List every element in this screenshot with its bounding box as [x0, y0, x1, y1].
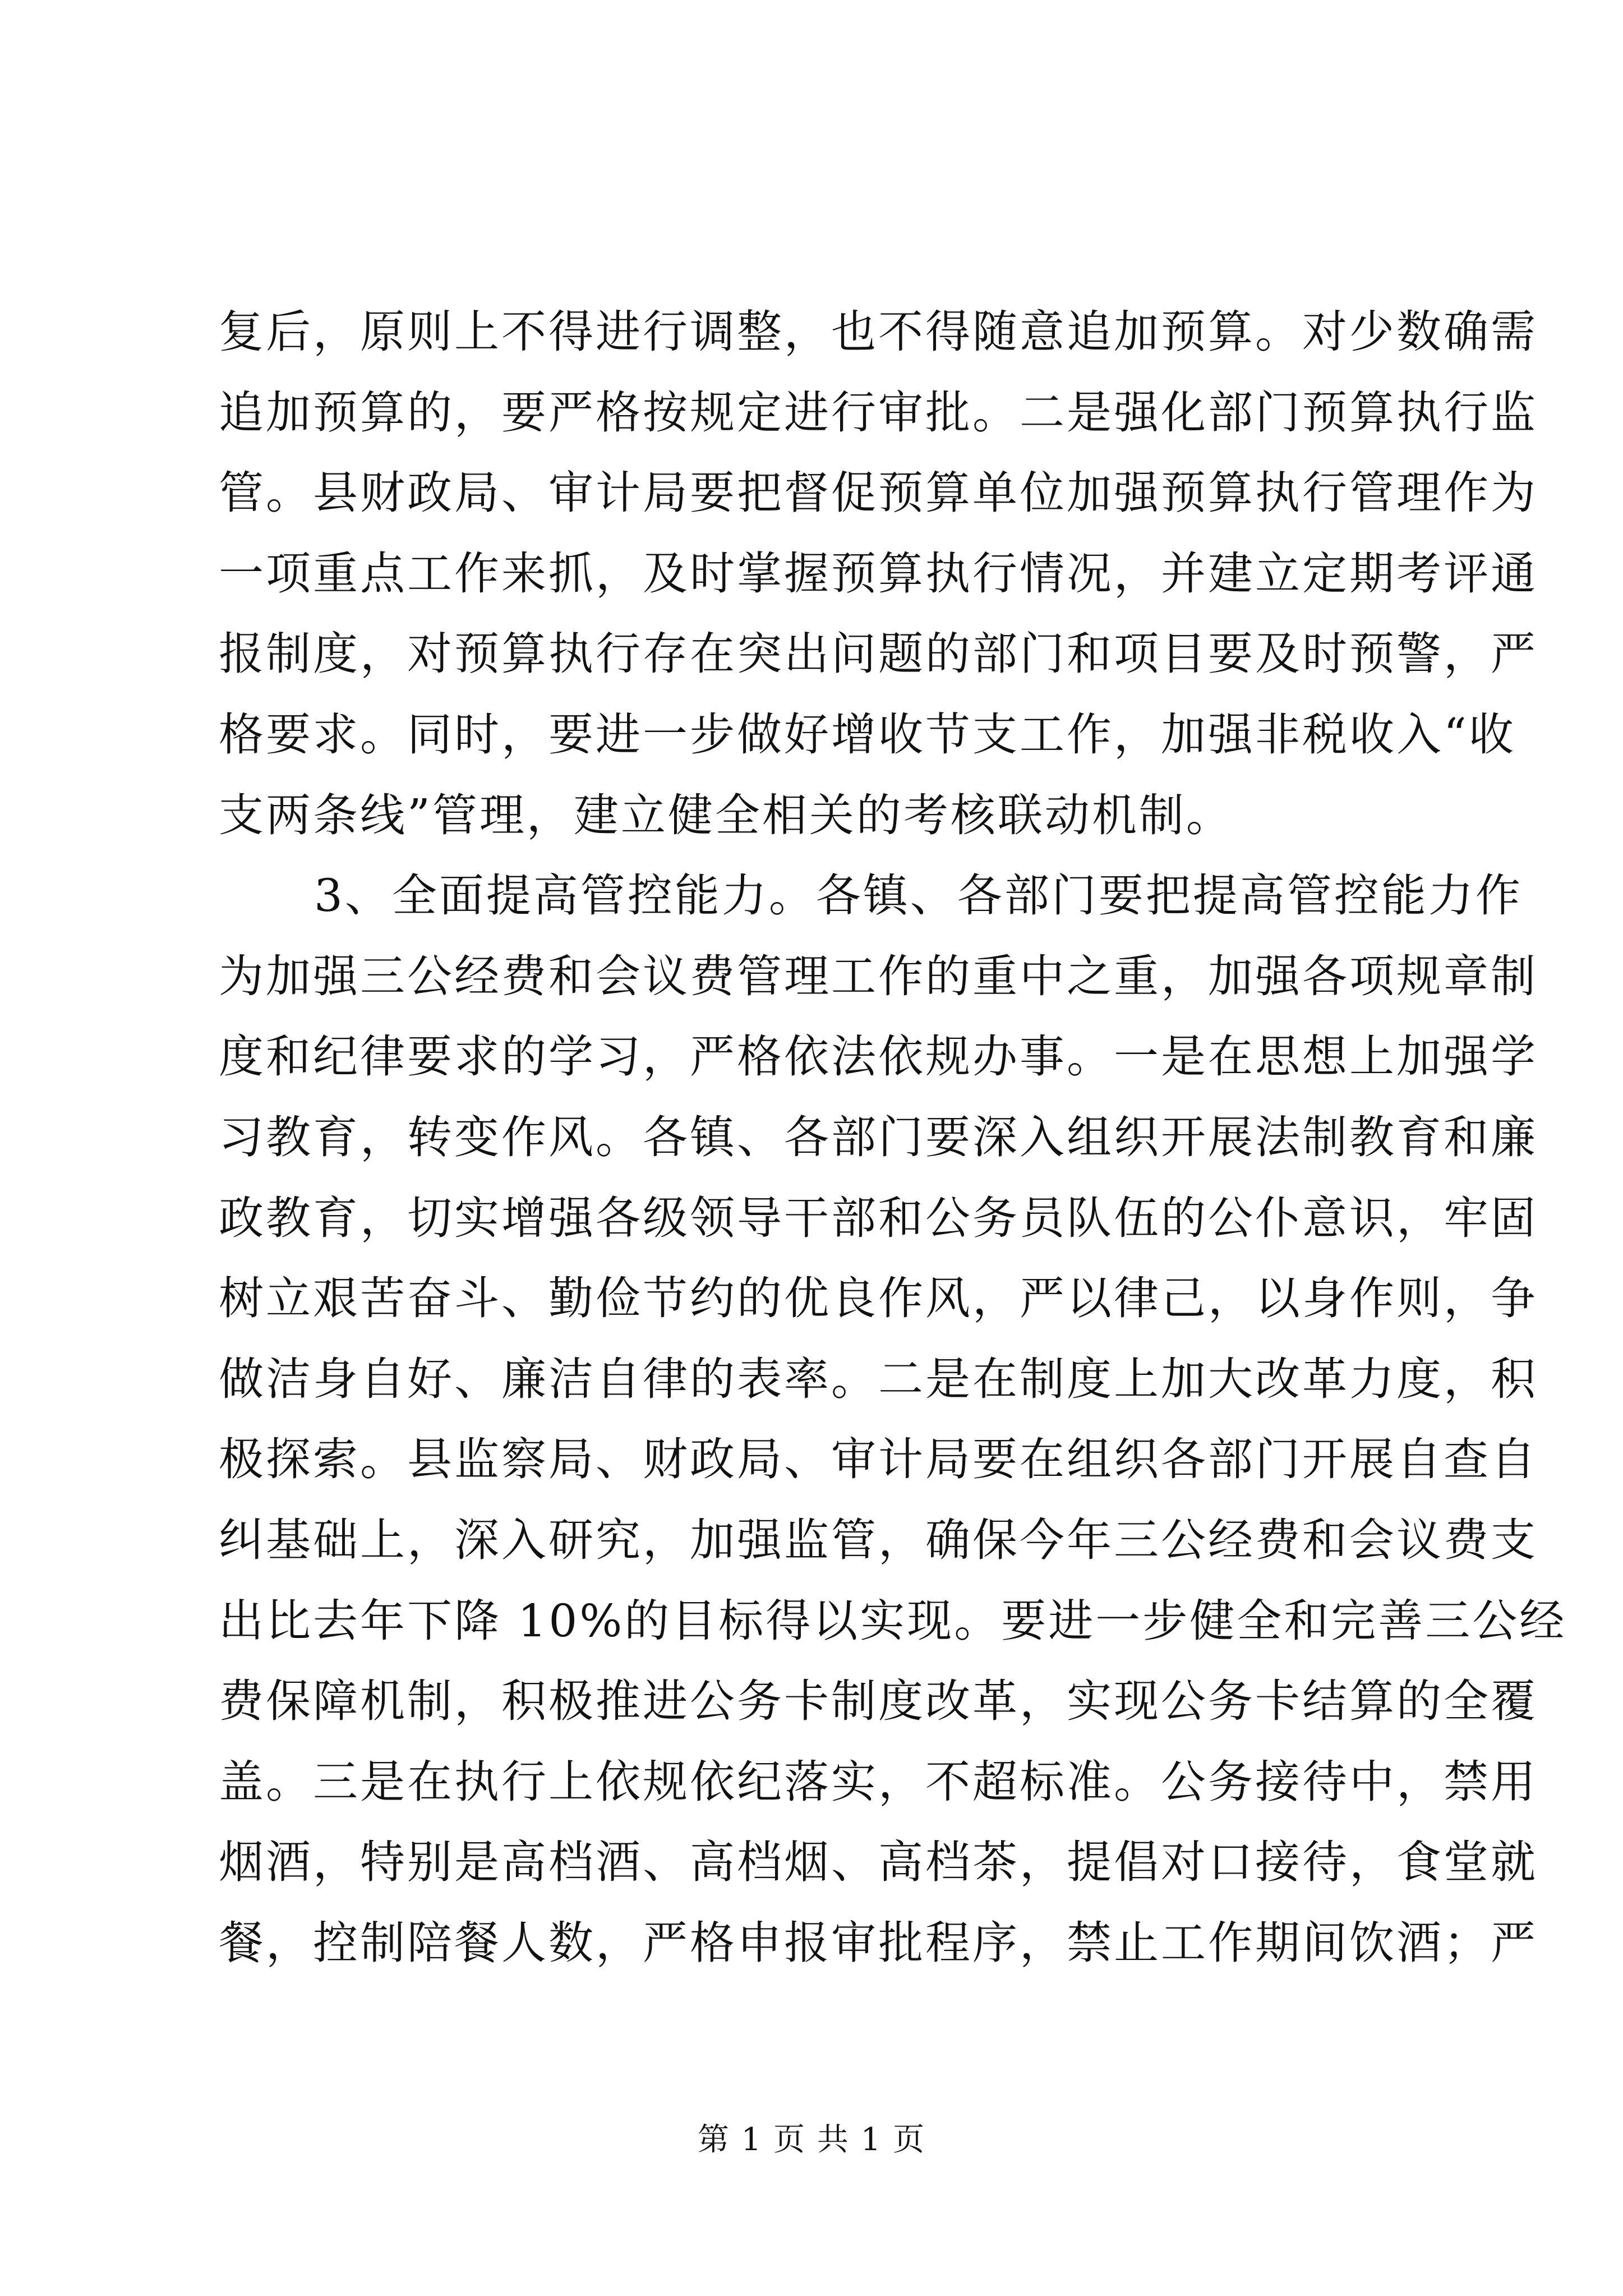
text-line: 费保障机制，积极推进公务卡制度改革，实现公务卡结算的全覆	[219, 1675, 1538, 1728]
text-line: 烟酒，特别是高档酒、高档烟、高档茶，提倡对口接待，食堂就	[219, 1836, 1538, 1889]
text-line: 政教育，切实增强各级领导干部和公务员队伍的公仆意识，牢固	[219, 1191, 1538, 1244]
text-line: 度和纪律要求的学习，严格依法依规办事。一是在思想上加强学	[219, 1030, 1538, 1083]
body-text	[219, 292, 1567, 1983]
text-line: 盖。三是在执行上依规依纪落实，不超标准。公务接待中，禁用	[219, 1755, 1538, 1808]
text-line: 纠基础上，深入研究，加强监管，确保今年三公经费和会议费支	[219, 1513, 1538, 1566]
text-line: 为加强三公经费和会议费管理工作的重中之重，加强各项规章制	[219, 950, 1538, 1002]
text-line: 习教育，转变作风。各镇、各部门要深入组织开展法制教育和廉	[219, 1111, 1538, 1163]
paragraph-start-line: 3、全面提高管控能力。各镇、各部门要把提高管控能力作	[314, 869, 1523, 922]
text-line: 餐，控制陪餐人数，严格申报审批程序，禁止工作期间饮酒；严	[219, 1916, 1538, 1969]
text-line: 报制度，对预算执行存在突出问题的部门和项目要及时预警，严	[219, 628, 1538, 680]
text-line: 追加预算的，要严格按规定进行审批。二是强化部门预算执行监	[219, 386, 1538, 439]
text-line: 做洁身自好、廉洁自律的表率。二是在制度上加大改革力度，积	[219, 1352, 1538, 1405]
text-line: 出比去年下降 10%的目标得以实现。要进一步健全和完善三公经	[219, 1594, 1567, 1647]
text-line: 极探索。县监察局、财政局、审计局要在组织各部门开展自查自	[219, 1433, 1538, 1486]
text-line: 支两条线”管理，建立健全相关的考核联动机制。	[219, 789, 1233, 841]
text-line: 树立艰苦奋斗、勤俭节约的优良作风，严以律己，以身作则，争	[219, 1272, 1538, 1325]
text-line: 管。县财政局、审计局要把督促预算单位加强预算执行管理作为	[219, 467, 1538, 519]
text-line: 格要求。同时，要进一步做好增收节支工作，加强非税收入“收	[219, 708, 1516, 761]
page-footer: 第 1 页 共 1 页	[697, 2122, 926, 2158]
text-line: 一项重点工作来抓，及时掌握预算执行情况，并建立定期考评通	[219, 547, 1538, 600]
text-line: 复后，原则上不得进行调整，也不得随意追加预算。对少数确需	[219, 306, 1538, 358]
